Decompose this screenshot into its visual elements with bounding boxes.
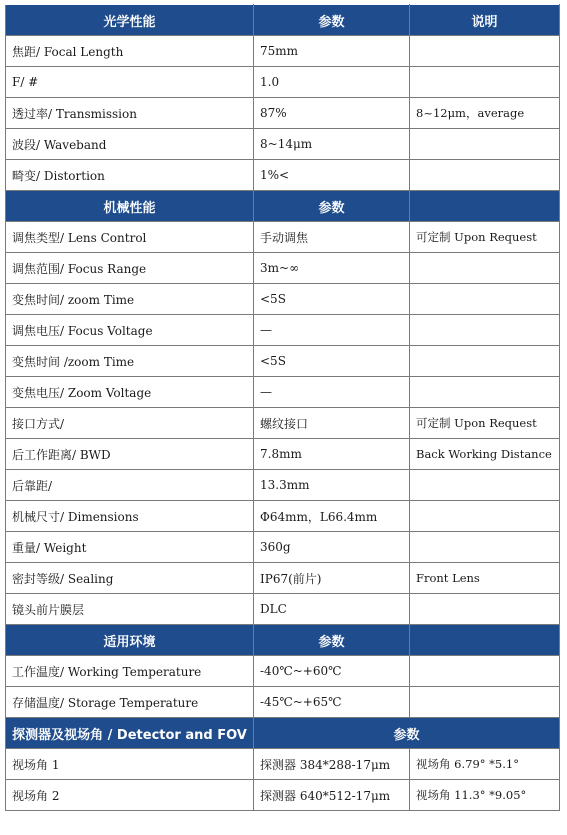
spec-note	[410, 687, 560, 718]
spec-name: 透过率/ Transmission	[6, 98, 254, 129]
spec-name: 波段/ Waveband	[6, 129, 254, 160]
param-header: 参数	[254, 191, 410, 222]
table-row	[6, 129, 560, 160]
table-row	[6, 284, 560, 315]
spec-name: 变焦时间/ zoom Time	[6, 284, 254, 315]
param-header: 参数	[254, 625, 410, 656]
spec-name: 调焦范围/ Focus Range	[6, 253, 254, 284]
spec-value: 螺纹接口	[254, 408, 410, 439]
table-row	[6, 408, 560, 439]
spec-note: 可定制 Upon Request	[410, 222, 560, 253]
table-row	[6, 563, 560, 594]
spec-value: Φ64mm，L66.4mm	[254, 501, 410, 532]
table-row	[6, 749, 560, 780]
spec-name: 接口方式/	[6, 408, 254, 439]
spec-name: 焦距/ Focal Length	[6, 36, 254, 67]
environment-header-row	[6, 625, 560, 656]
spec-name: 畸变/ Distortion	[6, 160, 254, 191]
spec-value: 7.8mm	[254, 439, 410, 470]
note-header	[410, 625, 560, 656]
spec-note	[410, 315, 560, 346]
spec-note: 8~12μm，average	[410, 98, 560, 129]
table-row	[6, 377, 560, 408]
spec-value: 75mm	[254, 36, 410, 67]
spec-note: 视场角 11.3° *9.05°	[410, 780, 560, 811]
spec-value: 3m~∞	[254, 253, 410, 284]
spec-name: 变焦时间 /zoom Time	[6, 346, 254, 377]
spec-name: 变焦电压/ Zoom Voltage	[6, 377, 254, 408]
spec-value: 探测器 640*512-17μm	[254, 780, 410, 811]
spec-value: 13.3mm	[254, 470, 410, 501]
table-row	[6, 346, 560, 377]
note-header	[410, 191, 560, 222]
spec-note	[410, 532, 560, 563]
table-row	[6, 160, 560, 191]
section-title: 机械性能	[6, 191, 254, 222]
table-row	[6, 470, 560, 501]
param-header: 参数	[254, 718, 560, 749]
spec-name: 机械尺寸/ Dimensions	[6, 501, 254, 532]
spec-note	[410, 129, 560, 160]
table-row	[6, 36, 560, 67]
table-row	[6, 253, 560, 284]
spec-value: —	[254, 315, 410, 346]
table-row	[6, 780, 560, 811]
spec-note	[410, 284, 560, 315]
note-header: 说明	[410, 5, 560, 36]
spec-value: 1.0	[254, 67, 410, 98]
spec-note: 可定制 Upon Request	[410, 408, 560, 439]
spec-name: 重量/ Weight	[6, 532, 254, 563]
spec-note	[410, 253, 560, 284]
spec-value: -40℃~+60℃	[254, 656, 410, 687]
section-title: 适用环境	[6, 625, 254, 656]
spec-value: 87%	[254, 98, 410, 129]
table-row	[6, 439, 560, 470]
spec-name: 视场角 1	[6, 749, 254, 780]
spec-note	[410, 377, 560, 408]
spec-note: 视场角 6.79° *5.1°	[410, 749, 560, 780]
spec-value: 手动调焦	[254, 222, 410, 253]
spec-name: 调焦电压/ Focus Voltage	[6, 315, 254, 346]
section-title: 光学性能	[6, 5, 254, 36]
spec-note	[410, 160, 560, 191]
spec-name: 密封等级/ Sealing	[6, 563, 254, 594]
spec-note: Back Working Distance	[410, 439, 560, 470]
detector-header-row	[6, 718, 560, 749]
spec-name: 镜头前片膜层	[6, 594, 254, 625]
spec-note	[410, 470, 560, 501]
spec-note	[410, 346, 560, 377]
table-row	[6, 532, 560, 563]
spec-value: 探测器 384*288-17μm	[254, 749, 410, 780]
table-row	[6, 656, 560, 687]
table-row	[6, 594, 560, 625]
spec-table	[5, 4, 560, 811]
spec-note	[410, 67, 560, 98]
spec-note	[410, 594, 560, 625]
spec-value: -45℃~+65℃	[254, 687, 410, 718]
spec-note	[410, 501, 560, 532]
mechanical-header-row	[6, 191, 560, 222]
spec-value: —	[254, 377, 410, 408]
table-row	[6, 222, 560, 253]
spec-value: 360g	[254, 532, 410, 563]
param-header: 参数	[254, 5, 410, 36]
spec-note	[410, 656, 560, 687]
spec-name: 工作温度/ Working Temperature	[6, 656, 254, 687]
spec-value: 8~14μm	[254, 129, 410, 160]
spec-value: IP67(前片)	[254, 563, 410, 594]
spec-value: 1%<	[254, 160, 410, 191]
spec-name: F/ #	[6, 67, 254, 98]
spec-name: 后靠距/	[6, 470, 254, 501]
section-title: 探测器及视场角 / Detector and FOV	[6, 718, 254, 749]
table-row	[6, 687, 560, 718]
table-row	[6, 98, 560, 129]
table-row	[6, 501, 560, 532]
spec-name: 存储温度/ Storage Temperature	[6, 687, 254, 718]
optical-header-row	[6, 5, 560, 36]
spec-name: 视场角 2	[6, 780, 254, 811]
spec-name: 调焦类型/ Lens Control	[6, 222, 254, 253]
spec-value: <5S	[254, 284, 410, 315]
spec-note	[410, 36, 560, 67]
table-row	[6, 315, 560, 346]
spec-name: 后工作距离/ BWD	[6, 439, 254, 470]
spec-value: <5S	[254, 346, 410, 377]
spec-note: Front Lens	[410, 563, 560, 594]
table-row	[6, 67, 560, 98]
spec-value: DLC	[254, 594, 410, 625]
